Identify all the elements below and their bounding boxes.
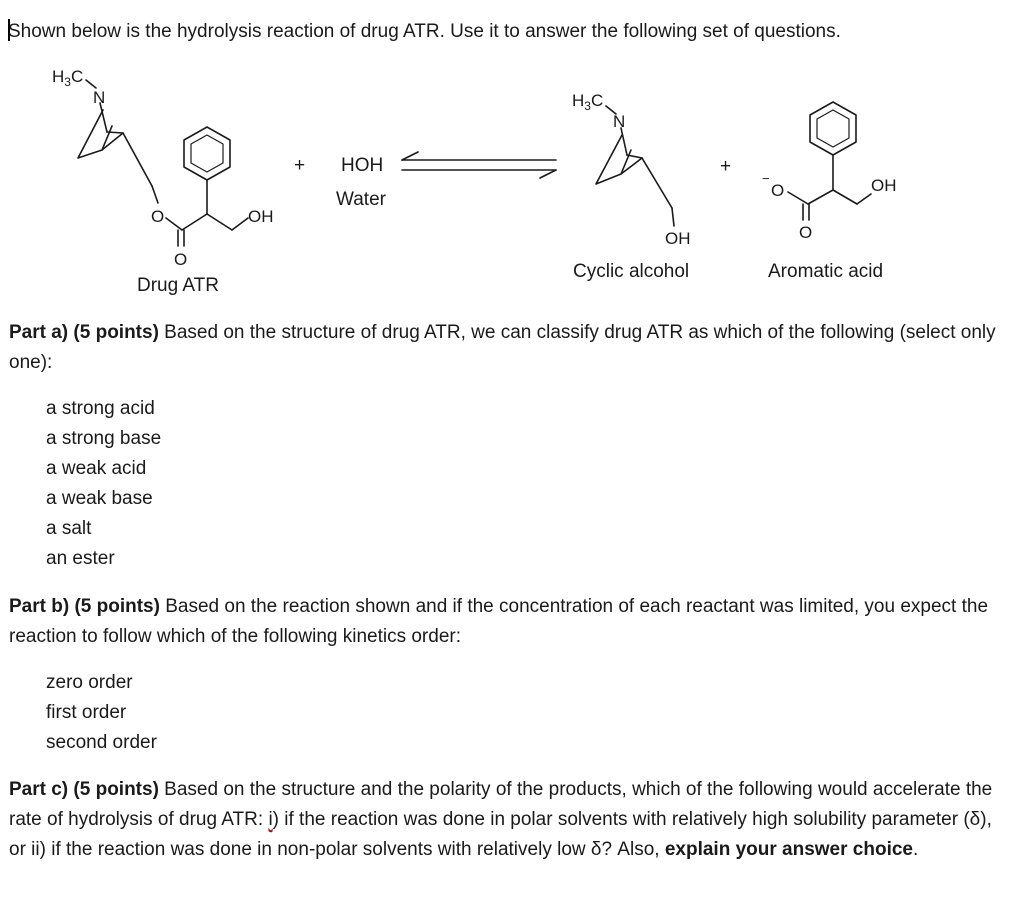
part-b-option[interactable]: first order bbox=[46, 702, 127, 723]
cyclic-alcohol-structure bbox=[596, 106, 674, 226]
part-c-emphasis: explain your answer choice bbox=[664, 839, 913, 860]
part-a-option[interactable]: a weak base bbox=[46, 488, 153, 509]
part-b-label: Part b) (5 points) bbox=[9, 596, 160, 617]
product1-oh-label: OH bbox=[665, 229, 691, 248]
intro-sentence: Shown below is the hydrolysis reaction of drug ATR. Use it to answer the following set of questions. bbox=[8, 21, 841, 42]
equilibrium-arrow bbox=[402, 152, 556, 178]
part-a-label: Part a) (5 points) bbox=[9, 322, 159, 343]
part-c-text-1: Based on the structure and the polarity of the products, which of the following would accelerate the rate of hydrolysis of drug ATR: bbox=[9, 779, 993, 830]
part-a-option[interactable]: a weak acid bbox=[46, 458, 147, 479]
part-c-text-2: ) if the reaction was done in polar solvents with relatively high solubility parameter (δ), or ii) if the reaction was done in non-polar solvents with relatively low δ? Also, bbox=[9, 809, 992, 860]
water-formula: HOH bbox=[341, 155, 384, 176]
reactant-methyl-label: $H_3C$ bbox=[52, 67, 84, 89]
part-a-option[interactable]: a strong base bbox=[46, 428, 162, 449]
reaction-scheme bbox=[0, 0, 1024, 310]
product2-charge-label: − bbox=[762, 171, 770, 186]
part-c-text-i: i bbox=[268, 809, 273, 830]
part-a-question bbox=[9, 318, 999, 378]
part-a-option[interactable]: an ester bbox=[46, 548, 115, 569]
plus-sign-1: + bbox=[294, 155, 306, 176]
part-a-option[interactable]: a salt bbox=[46, 518, 92, 539]
part-b-option[interactable]: second order bbox=[46, 732, 157, 753]
product1-n-label: N bbox=[613, 112, 626, 131]
reactant-ester-o-label: O bbox=[151, 207, 165, 226]
part-c-end: . bbox=[912, 839, 919, 860]
reactant-n-label: N bbox=[93, 88, 106, 107]
part-c-question bbox=[9, 775, 999, 865]
water-name: Water bbox=[336, 189, 386, 210]
reactant-carbonyl-o-label: O bbox=[174, 250, 188, 269]
part-b-options bbox=[46, 668, 157, 758]
part-b-option[interactable]: zero order bbox=[46, 672, 133, 693]
product1-methyl-label: $H_3C$ bbox=[572, 91, 604, 113]
product2-name: Aromatic acid bbox=[768, 261, 884, 282]
aromatic-acid-structure bbox=[788, 102, 871, 220]
part-b-text: Based on the reaction shown and if the concentration of each reactant was limited, you expect the reaction to follow which of the following kinetics order: bbox=[9, 596, 989, 647]
part-a-options bbox=[46, 394, 161, 574]
part-a-text: Based on the structure of drug ATR, we can classify drug ATR as which of the following (select only one): bbox=[9, 322, 996, 373]
product1-name: Cyclic alcohol bbox=[573, 261, 690, 282]
reactant-name: Drug ATR bbox=[137, 275, 220, 296]
part-b-question bbox=[9, 592, 999, 652]
product2-carbonyl-o-label: O bbox=[799, 223, 813, 242]
product2-anion-o-label: O bbox=[771, 181, 785, 200]
plus-sign-2: + bbox=[720, 156, 732, 177]
part-c-label: Part c) (5 points) bbox=[9, 779, 159, 800]
product2-oh-label: OH bbox=[871, 176, 897, 195]
part-a-option[interactable]: a strong acid bbox=[46, 398, 155, 419]
reactant-oh-label: OH bbox=[248, 207, 274, 226]
